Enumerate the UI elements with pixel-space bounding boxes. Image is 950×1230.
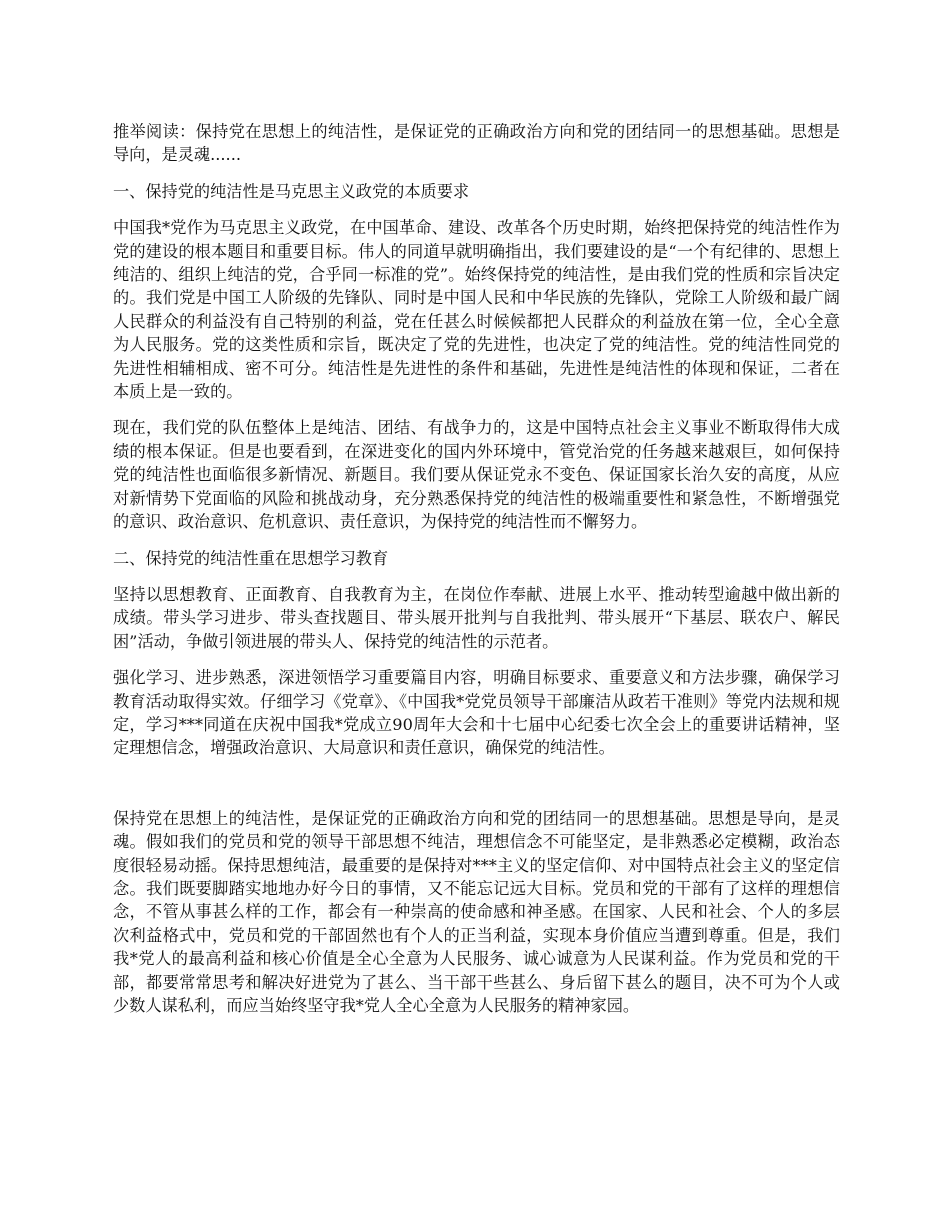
section-gap <box>113 773 840 807</box>
paragraph-2: 现在，我们党的队伍整体上是纯洁、团结、有战争力的，这是中国特点社会主义事业不断取得伟大成绩的根本保证。但是也要看到，在深进变化的国内外环境中，管党治党的任务越来越艰巨，如何保持党的纯洁性也面临很多新情况、新题目。我们要从保证党永不变色、保证国家长治久安的高度，从应对新情势下党面临的风险和挑战动身，充分熟悉保持党的纯洁性的极端重要性和紧急性，不断增强党的意识、政治意识、危机意识、责任意识，为保持党的纯洁性而不懈努力。 <box>113 418 840 532</box>
section-heading-2: 二、保持党的纯洁性重在思想学习教育 <box>113 548 389 568</box>
paragraph-4: 强化学习、进步熟悉，深进领悟学习重要篇目内容，明确目标要求、重要意义和方法步骤，确保学习教育活动取得实效。仔细学习《党章》、《中国我*党党员领导干部廉洁从政若干准则》等党内法规和规定，学习***同道在庆祝中国我*党成立90周年大会和十七届中心纪委七次全会上的重要讲话精神，坚定理想信念，增强政治意识、大局意识和责任意识，确保党的纯洁性。 <box>113 668 840 758</box>
paragraph-1: 中国我*党作为马克思主义政党，在中国革命、建设、改革各个历史时期，始终把保持党的纯洁性作为党的建设的根本题目和重要目标。伟人的同道早就明确指出，我们要建设的是“一个有纪律的、思想上纯洁的、组织上纯洁的党，合乎同一标准的党”。始终保持党的纯洁性，是由我们党的性质和宗旨决定的。我们党是中国工人阶级的先锋队、同时是中国人民和中华民族的先锋队，党除工人阶级和最广阔人民群众的利益没有自己特别的利益，党在任甚么时候候都把人民群众的利益放在第一位，全心全意为人民服务。党的这类性质和宗旨，既决定了党的先进性，也决定了党的纯洁性。党的纯洁性同党的先进性相辅相成、密不可分。纯洁性是先进性的条件和基础，先进性是纯洁性的体现和保证，二者在本质上是一致的。 <box>113 218 840 402</box>
document-body <box>113 120 840 1030</box>
paragraph-5: 保持党在思想上的纯洁性，是保证党的正确政治方向和党的团结同一的思想基础。思想是导向，是灵魂。假如我们的党员和党的领导干部思想不纯洁，理想信念不可能坚定，是非熟悉必定模糊，政治态度很轻易动摇。保持思想纯洁，最重要的是保持对***主义的坚定信仰、对中国特点社会主义的坚定信念。我们既要脚踏实地地办好今日的事情，又不能忘记远大目标。党员和党的干部有了这样的理想信念，不管从事甚么样的工作，都会有一种崇高的使命感和神圣感。在国家、人民和社会、个人的多层次利益格式中，党员和党的干部固然也有个人的正当利益，实现本身价值应当遭到尊重。但是，我们我*党人的最高利益和核心价值是全心全意为人民服务、诚心诚意为人民谋利益。作为党员和党的干部，都要常常思考和解决好进党为了甚么、当干部干些甚么、身后留下甚么的题目，决不可为个人或少数人谋私利，而应当始终坚守我*党人全心全意为人民服务的精神家园。 <box>113 808 840 1015</box>
intro-paragraph: 推举阅读：保持党在思想上的纯洁性，是保证党的正确政治方向和党的团结同一的思想基础。思想是导向，是灵魂...... <box>113 122 840 165</box>
paragraph-3: 坚持以思想教育、正面教育、自我教育为主，在岗位作奉献、进展上水平、推动转型逾越中做出新的成绩。带头学习进步、带头查找题目、带头展开批判与自我批判、带头展开“下基层、联农户、解民困”活动，争做引领进展的带头人、保持党的纯洁性的示范者。 <box>113 584 840 651</box>
section-heading-1: 一、保持党的纯洁性是马克思主义政党的本质要求 <box>113 181 470 201</box>
